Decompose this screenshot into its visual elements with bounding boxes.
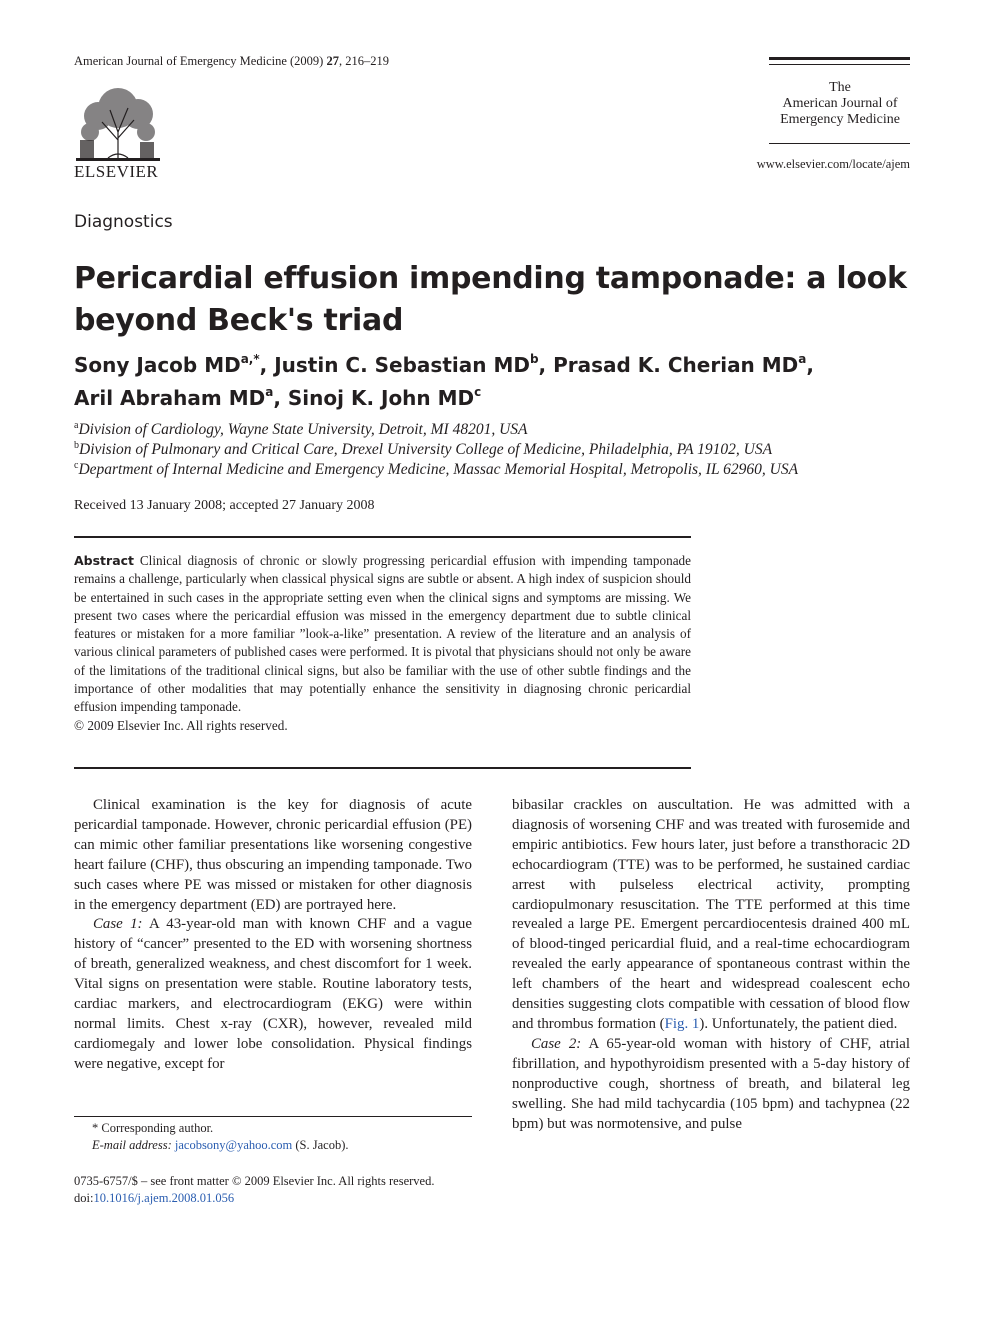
abstract-rule-bottom <box>74 767 691 769</box>
masthead-line1: The <box>829 80 851 95</box>
affiliation-mark: b <box>74 440 79 451</box>
email-tail: (S. Jacob). <box>292 1138 349 1152</box>
journal-pages: , 216–219 <box>338 54 389 68</box>
author-4: Aril Abraham MD <box>74 386 266 410</box>
doi-link[interactable]: 10.1016/j.ajem.2008.01.056 <box>93 1191 235 1205</box>
masthead-line2: American Journal of <box>782 96 898 111</box>
paragraph-intro: Clinical examination is the key for diagnosis of acute pericardial tamponade. However, chronic pericardial effusion (PE) can mimic other familiar presentations like worsening congestive heart failure (CHF), thus obscuring an impending tamponade. Two such cases where PE was missed or mistaken for other diagnosis in the emergency department (ED) are portrayed here. <box>74 797 472 913</box>
affiliation-c <box>74 460 934 479</box>
doi-label: doi: <box>74 1191 94 1205</box>
journal-masthead <box>760 80 920 128</box>
author-5: , Sinoj K. John MD <box>273 386 475 410</box>
case2-label: Case 2: <box>531 1035 582 1052</box>
email-note <box>92 1137 512 1154</box>
case1-cont-tail: ). Unfortunately, the patient died. <box>699 1015 898 1032</box>
journal-name: American Journal of Emergency Medicine (2009) <box>74 54 324 68</box>
issn-line: 0735-6757/$ – see front matter © 2009 Elsevier Inc. All rights reserved. <box>74 1174 435 1188</box>
footnote-rule <box>74 1116 472 1117</box>
paragraph-case2 <box>512 1035 910 1135</box>
masthead-rule-thin <box>769 64 910 65</box>
case1-cont-text: bibasilar crackles on auscultation. He was admitted with a diagnosis of worsening CHF and was treated with furosemide and empiric antibiotics. Few hours later, just before a transthoracic 2D echocardiogram (TTE) was to be performed, he sustained cardiac arrest with pulseless electrical activity, prompting cardiopulmonary resuscitation. The TTE performed at this time revealed a large PE. Emergent percardiocentesis drained 400 mL of blood-tinged pericardial fluid, and a real-time echocardiogram revealed the early appearance of spontaneous contrast within the left chambers of the heart and widespread coalescent echo densities suggesting clots compatible with cessation of blood flow and thrombus formation ( <box>512 797 910 1032</box>
paragraph-case1-cont <box>512 796 910 1035</box>
journal-citation <box>74 54 389 69</box>
doi-line <box>74 1190 494 1207</box>
article-title: Pericardial effusion impending tamponade: a look beyond Beck's triad <box>74 261 907 338</box>
author-2: , Justin C. Sebastian MD <box>259 353 530 377</box>
author-3: , Prasad K. Cherian MD <box>538 353 799 377</box>
author-5-sup: c <box>474 385 482 399</box>
case1-text: A 43-year-old man with known CHF and a vague history of “cancer” presented to the ED with worsening shortness of breath, generalized weakness, and chest discomfort for 1 week. Vital signs on presentation were stable. Routine laboratory tests, cardiac markers, and electrocardiogram (EKG) were within normal limits. Chest x-ray (CXR), however, revealed mild cardiomegaly and lower lobe consolidation. Physical findings were negative, except for <box>74 916 472 1072</box>
affiliation-b <box>74 440 934 459</box>
abstract-label: Abstract <box>74 553 135 568</box>
received-dates: Received 13 January 2008; accepted 27 January 2008 <box>74 498 375 513</box>
case1-label: Case 1: <box>93 916 143 933</box>
affiliation-text: Division of Pulmonary and Critical Care, Drexel University College of Medicine, Philadelphia, PA 19102, USA <box>79 441 773 458</box>
email-link[interactable]: jacobsony@yahoo.com <box>174 1138 293 1152</box>
section-label: Diagnostics <box>74 212 173 232</box>
author-separator: , <box>806 353 814 377</box>
affiliation-mark: a <box>74 420 79 431</box>
affiliation-text: Division of Cardiology, Wayne State University, Detroit, MI 48201, USA <box>78 421 528 438</box>
abstract-rule-top <box>74 536 691 538</box>
author-1-sup: a,* <box>240 352 260 366</box>
author-1: Sony Jacob MD <box>74 353 241 377</box>
body-column-right <box>512 796 910 1134</box>
affiliation-text: Department of Internal Medicine and Emergency Medicine, Massac Memorial Hospital, Metropolis, IL 62960, USA <box>78 461 799 478</box>
author-3-sup: a <box>798 352 807 366</box>
author-4-sup: a <box>265 385 274 399</box>
abstract <box>74 552 691 735</box>
body-column-left <box>74 796 472 1075</box>
case2-text: A 65-year-old woman with history of CHF, atrial fibrillation, and hypothyroidism presented with a 5-day history of nonproductive cough, shortness of breath, and bilateral leg swelling. She had mild tachycardia (105 bpm) and tachypnea (22 bpm) but was normotensive, and pulse <box>512 1035 910 1132</box>
masthead-rule-thick <box>769 57 910 60</box>
journal-volume: 27 <box>326 54 339 68</box>
email-label: E-mail address: <box>92 1138 172 1152</box>
paragraph-case1 <box>74 915 472 1074</box>
abstract-copyright: © 2009 Elsevier Inc. All rights reserved. <box>74 717 288 733</box>
corresponding-author-note: * Corresponding author. <box>92 1121 214 1135</box>
masthead-rule-bottom <box>769 143 910 144</box>
author-2-sup: b <box>529 352 539 366</box>
abstract-text: Clinical diagnosis of chronic or slowly progressing pericardial effusion with impending tamponade remains a challenge, particularly when classical physical signs are subtle or absent. A high index of suspicion should be entertained in such cases in the appropriate setting even when the clinical signs and symptoms are missing. We present two cases where the pericardial effusion was missed in the emergency department due to subtle clinical features or mistaken for a more familiar ”look-a-like” presentation. A review of the literature and an analysis of various clinical parameters of published cases were performed. It is pivotal that physicians should not only be aware of the limitations of the traditional clinical signs, but also be familiar with the use of other subtle findings and the importance of other modalities that may potentially enhance the sensitivity in diagnosing chronic pericardial effusion impending tamponade. <box>74 553 691 715</box>
figure-link[interactable]: Fig. 1 <box>664 1015 700 1032</box>
affiliation-mark: c <box>74 460 79 471</box>
masthead-line3: Emergency Medicine <box>780 112 900 127</box>
publisher-logo-text: ELSEVIER <box>74 162 159 181</box>
author-list <box>74 346 924 412</box>
journal-url[interactable]: www.elsevier.com/locate/ajem <box>756 157 910 171</box>
affiliation-a <box>74 420 934 439</box>
